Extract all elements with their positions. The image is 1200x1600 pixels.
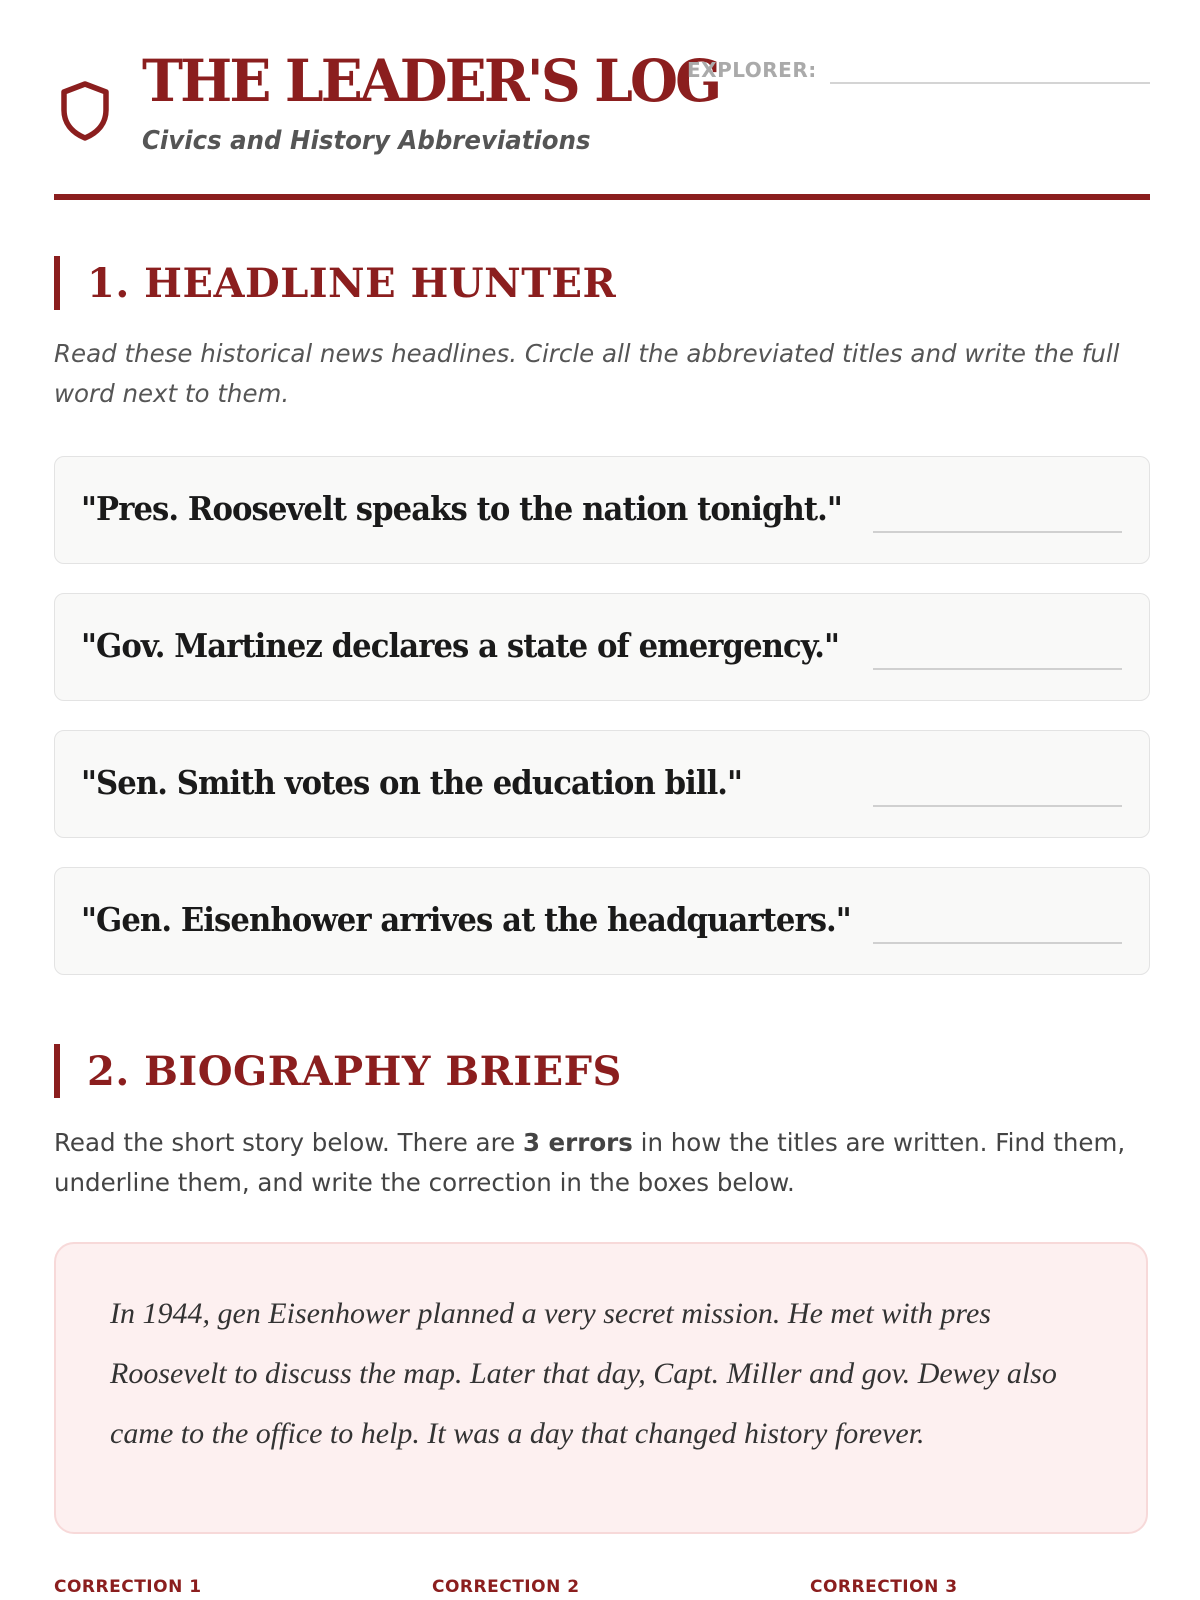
headline-text: "Pres. Roosevelt speaks to the nation tonight." [81,489,842,528]
section-1-heading [54,256,1150,310]
answer-line[interactable] [873,942,1122,944]
section-accent-bar [54,1044,60,1098]
header-divider [54,194,1150,200]
headline-card [54,456,1150,564]
answer-line[interactable] [873,668,1122,670]
worksheet-subtitle: Civics and History Abbreviations [142,126,591,156]
shield-icon [60,80,110,142]
correction-3-label: CORRECTION 3 [810,1577,958,1597]
headline-text: "Gov. Martinez declares a state of emergency." [81,626,840,665]
instructions-text: Read the short story below. There are [54,1128,523,1157]
error-count: 3 errors [522,1128,633,1157]
section-2-title: 2. BIOGRAPHY BRIEFS [87,1048,622,1095]
headline-text: "Gen. Eisenhower arrives at the headquarters." [81,900,851,939]
section-accent-bar [54,256,60,310]
answer-line[interactable] [873,805,1122,807]
section-2-instructions [54,1123,1150,1203]
section-2-heading [54,1044,1150,1098]
headline-card [54,593,1150,701]
headline-card [54,730,1150,838]
story-text: In 1944, gen Eisenhower planned a very secret mission. He met with pres Roosevelt to discuss the map. Later that day, Capt. Miller and gov. Dewey also came to the office to help. It was a day that changed history forever. [110,1297,1057,1450]
instructions-text: in how the titles are written. Find them, underline them, and write the correction in the boxes below. [54,1128,1126,1197]
answer-line[interactable] [873,531,1122,533]
story-box [54,1242,1148,1534]
worksheet-title: THE LEADER'S LOG [142,47,720,115]
explorer-label: EXPLORER: [687,58,817,82]
section-1-title: 1. HEADLINE HUNTER [87,260,617,307]
worksheet-header [54,47,1150,200]
correction-1-label: CORRECTION 1 [54,1577,202,1597]
headline-text: "Sen. Smith votes on the education bill." [81,763,743,802]
headline-card [54,867,1150,975]
explorer-name-line[interactable] [830,82,1150,84]
section-1-instructions: Read these historical news headlines. Circle all the abbreviated titles and write the full word next to them. [54,339,1120,408]
worksheet-page [54,0,1150,1600]
correction-2-label: CORRECTION 2 [432,1577,580,1597]
